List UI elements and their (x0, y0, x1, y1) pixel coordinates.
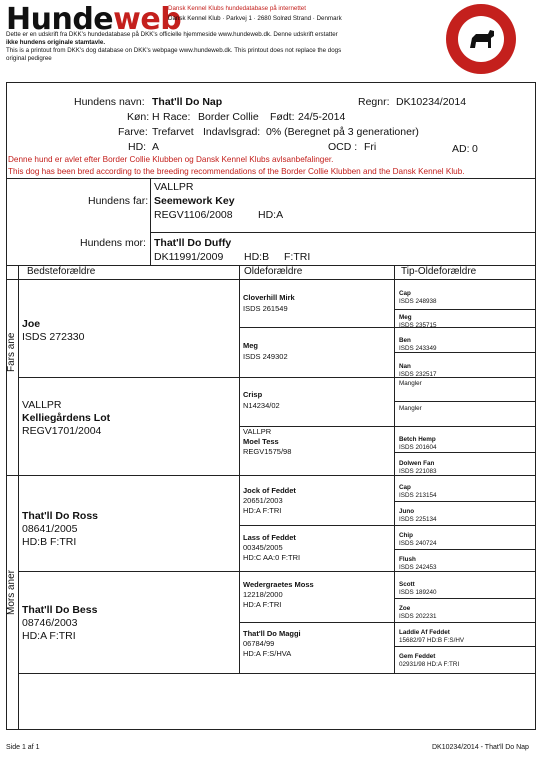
greatgrandparent-card: Meg ISDS 249302 (243, 341, 288, 361)
ad-value: 0 (472, 143, 478, 155)
hundeweb-logo: Hundeweb (6, 2, 182, 37)
dog-name: That'll Do Nap (152, 96, 223, 108)
greatgreat-card: Betch Hemp ISDS 201604 (399, 436, 437, 451)
ad-label: AD: (452, 143, 470, 155)
greatgrandparent-card: Cloverhill Mirk ISDS 261549 (243, 293, 295, 313)
divider (394, 352, 536, 353)
greatgrandparent-card: VALLPR Moel Tess REGV1575/98 (243, 427, 292, 456)
greatgreat-card: Mangler (399, 405, 422, 412)
mother-label: Hundens mor: (80, 237, 146, 249)
divider (394, 549, 536, 550)
regnr-label: Regnr: (358, 96, 390, 108)
dog-silhouette-icon (446, 4, 516, 74)
greatgreat-card: Scott ISDS 189240 (399, 581, 437, 596)
divider (394, 646, 536, 647)
mother-name: That'll Do Duffy (154, 237, 232, 249)
inbreeding-value: 0% (Beregnet på 3 generationer) (266, 126, 419, 138)
greatgreat-card: Juno ISDS 225134 (399, 508, 437, 523)
color-value: Trefarvet (152, 126, 194, 138)
grandparent-card: That'll Do Ross 08641/2005 HD:B F:TRI (22, 510, 99, 548)
divider (394, 501, 536, 502)
greatgreat-card: Dolwen Fan ISDS 221083 (399, 460, 437, 475)
greatgreat-card: Ben ISDS 243349 (399, 337, 437, 352)
divider (150, 178, 151, 265)
tagline: Dansk Kennel Klubs hundedatabase på internettet (168, 5, 306, 12)
divider (394, 598, 536, 599)
mother-reg: DK11991/2009 (154, 251, 224, 263)
greatgreat-card: Meg ISDS 235715 (399, 314, 437, 329)
greatgrandparent-card: Wedergraetes Moss 12218/2000 HD:A F:TRI (243, 580, 314, 609)
ocd-label: OCD : (328, 141, 358, 153)
divider (6, 475, 536, 476)
greatgreat-card: Gem Feddet 02931/98 HD:A F:TRI (399, 653, 460, 668)
mother-hd: HD:B (244, 251, 270, 263)
father-title: VALLPR (154, 181, 194, 193)
ocd-value: Fri (364, 141, 377, 153)
dkk-seal (446, 4, 516, 74)
regnr-value: DK10234/2014 (396, 96, 467, 108)
father-hd: HD:A (258, 209, 284, 221)
father-label: Hundens far: (88, 195, 149, 207)
mothers-side-label: Mors aner (6, 569, 17, 615)
breeding-note-english: This dog has been bred according to the breeding recommendations of the Border Collie Klubben and the Dansk Kennel Klub. (8, 167, 465, 176)
divider (394, 401, 536, 402)
greatgrandparent-card: Jock of Feddet 20651/2003 HD:A F:TRI (243, 486, 296, 515)
greatgreat-card: Cap ISDS 248938 (399, 290, 437, 305)
col-grandparents: Bedsteforældre (27, 266, 96, 277)
greatgrandparent-card: That'll Do Maggi 06784/99 HD:A F:S/HVA (243, 629, 301, 658)
notice-danish: Dette er en udskrift fra DKK's hundedatabase på DKK's officielle hjemmeside www.hundeweb.dk. Denne udskrift erstatter ikke hundens originale stamtavle. (6, 31, 338, 46)
divider (18, 265, 19, 730)
divider (6, 178, 536, 179)
grandparent-card: Joe ISDS 272330 (22, 318, 85, 343)
race-label: Race: (163, 111, 191, 123)
divider (239, 622, 536, 623)
greatgreat-card: Nan ISDS 232517 (399, 363, 437, 378)
divider (18, 673, 536, 674)
greatgrandparent-card: Crisp N14234/02 (243, 390, 280, 410)
col-greatgrandparents: Oldeforældre (244, 266, 303, 277)
mother-color: F:TRI (284, 251, 311, 263)
inbreeding-label: Indavlsgrad: (203, 126, 261, 138)
color-label: Farve: (118, 126, 148, 138)
hd-value: A (152, 141, 160, 153)
born-value: 24/5-2014 (298, 111, 346, 123)
born-label: Født: (270, 111, 295, 123)
greatgrandparent-card: Lass of Feddet 00345/2005 HD:C AA:0 F:TRI (243, 533, 301, 562)
page-number: Side 1 af 1 (6, 744, 40, 751)
hd-label: HD: (128, 141, 147, 153)
sex-label: Køn: (127, 111, 150, 123)
divider (239, 525, 536, 526)
father-reg: REGV1106/2008 (154, 209, 233, 221)
sex-value: H (152, 111, 160, 123)
greatgreat-card: Chip ISDS 240724 (399, 532, 437, 547)
col-greatgreatgrandparents: Tip-Oldeforældre (401, 266, 477, 277)
divider (239, 327, 536, 328)
grandparent-card: VALLPR Kelliegårdens Lot REGV1701/2004 (22, 399, 111, 437)
notice-english: This is a printout from DKK's dog database on DKK's webpage www.hundeweb.dk. This printout does not replace the dogs original pedigree (6, 47, 342, 62)
greatgreat-card: Mangler (399, 380, 422, 387)
greatgreat-card: Laddie Af Feddet 15682/97 HD:B F:S/HV (399, 629, 465, 644)
greatgreat-card: Zoe ISDS 202231 (399, 605, 437, 620)
footer-doc-id: DK10234/2014 - That'll Do Nap (432, 744, 529, 751)
name-label: Hundens navn: (74, 96, 145, 108)
father-name: Seemework Key (154, 195, 235, 207)
fathers-side-label: Fars ane (6, 332, 17, 372)
greatgreat-card: Flush ISDS 242453 (399, 556, 437, 571)
divider (18, 377, 536, 378)
divider (394, 309, 536, 310)
divider (150, 232, 536, 233)
divider (6, 279, 536, 280)
divider (394, 452, 536, 453)
divider (18, 571, 536, 572)
breeding-note-danish: Denne hund er avlet efter Border Collie Klubben og Dansk Kennel Klubs avlsanbefalinger. (8, 155, 334, 164)
address: Dansk Kennel Klub · Parkvej 1 · 2680 Solrød Strand · Denmark (168, 15, 342, 22)
race-value: Border Collie (198, 111, 259, 123)
grandparent-card: That'll Do Bess 08746/2003 HD:A F:TRI (22, 604, 98, 642)
greatgreat-card: Cap ISDS 213154 (399, 484, 437, 499)
